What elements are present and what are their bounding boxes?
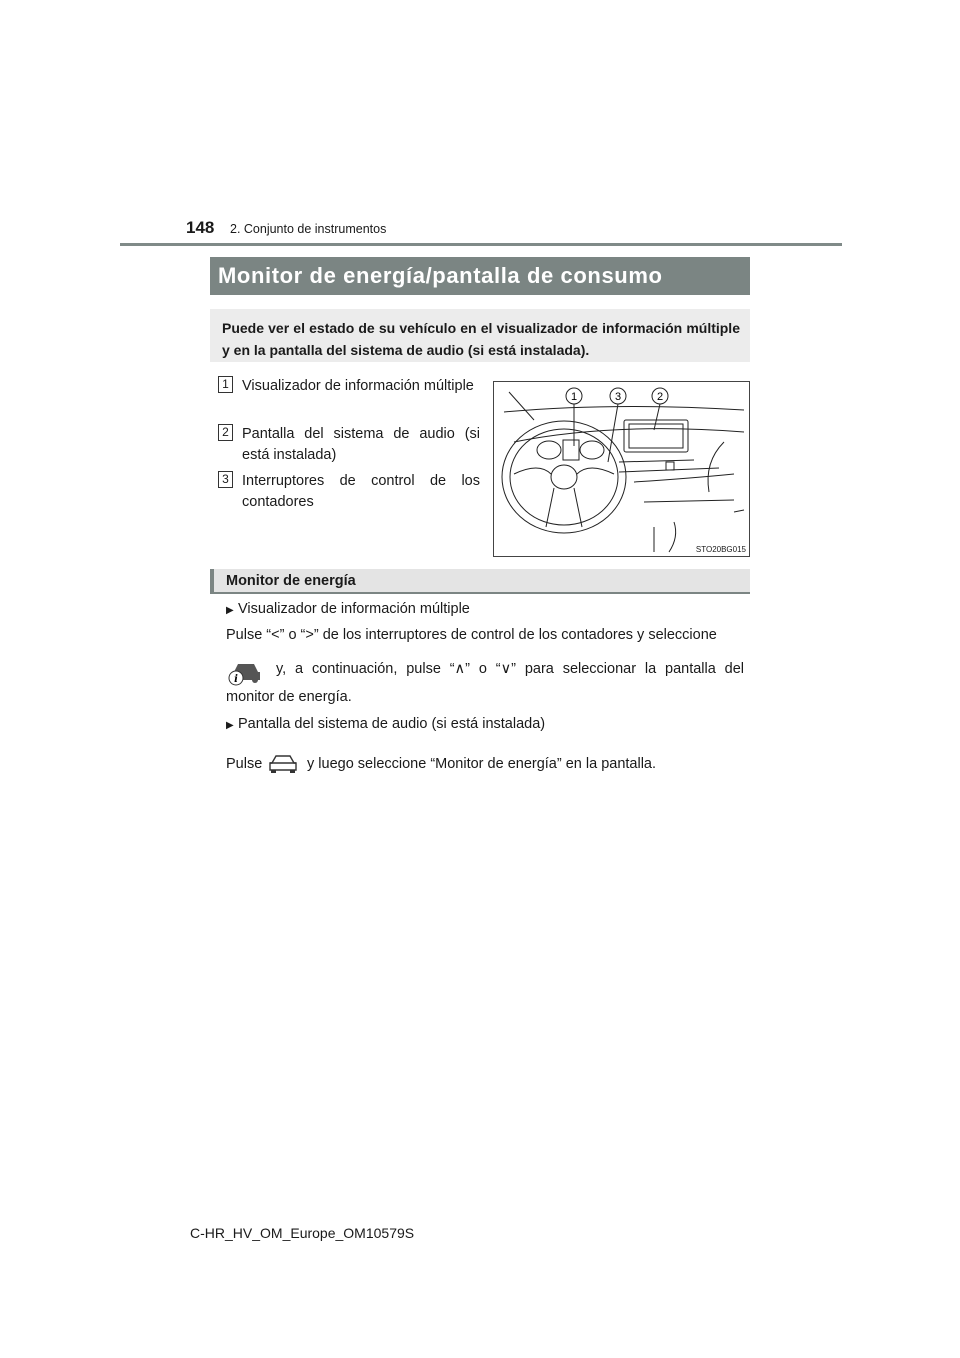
paragraph-line: Pulse [226, 756, 263, 772]
callout-1: 1 [570, 391, 578, 403]
footer-code: C-HR_HV_OM_Europe_OM10579S [190, 1225, 415, 1241]
number-badge: 2 [218, 424, 233, 441]
list-item-text: Visualizador de información múltiple [242, 378, 474, 394]
figure-callouts [566, 388, 668, 404]
intro-text: Puede ver el estado de su vehículo en el visualizador de información múltiple y en la pantalla del sistema de audio (si está instalada). [222, 320, 740, 358]
vehicle-info-icon [228, 658, 264, 686]
header-rule [120, 243, 842, 246]
number-badge: 1 [218, 376, 233, 393]
bullet-text: Pantalla del sistema de audio (si está instalada) [238, 716, 546, 732]
paragraph-line: Pulse “<” o “>” de los interruptores de control de los contadores y seleccione [226, 627, 717, 643]
dashboard-drawing [494, 382, 749, 556]
chapter-title: 2. Conjunto de instrumentos [230, 222, 387, 236]
bullet-item [226, 716, 545, 732]
list-item [218, 424, 480, 466]
dashboard-illustration [493, 381, 750, 557]
list-item [218, 471, 480, 513]
paragraph-line: monitor de energía. [226, 689, 352, 705]
triangle-bullet-icon: ▶ [226, 605, 234, 616]
callout-2: 2 [656, 391, 664, 403]
list-item-text: Interruptores de control de los contadores [242, 473, 480, 510]
paragraph-line: y luego seleccione “Monitor de energía” en la pantalla. [307, 756, 657, 772]
triangle-bullet-icon: ▶ [226, 720, 234, 731]
intro-box [210, 309, 750, 362]
number-badge: 3 [218, 471, 233, 488]
list-item-text: Pantalla del sistema de audio (si está instalada) [242, 426, 480, 463]
car-icon [267, 752, 299, 776]
paragraph-line: y, a continuación, pulse “∧” o “∨” para seleccionar la pantalla del [276, 661, 744, 677]
bullet-item [226, 601, 470, 617]
bullet-text: Visualizador de información múltiple [238, 601, 470, 617]
figure-code: STO20BG015 [695, 545, 746, 554]
callout-3: 3 [614, 391, 622, 403]
list-item [218, 376, 480, 397]
svg-text:i: i [234, 674, 238, 685]
section-title: Monitor de energía/pantalla de consumo [210, 257, 750, 295]
page-number: 148 [186, 218, 215, 237]
subsection-title: Monitor de energía [210, 569, 750, 594]
